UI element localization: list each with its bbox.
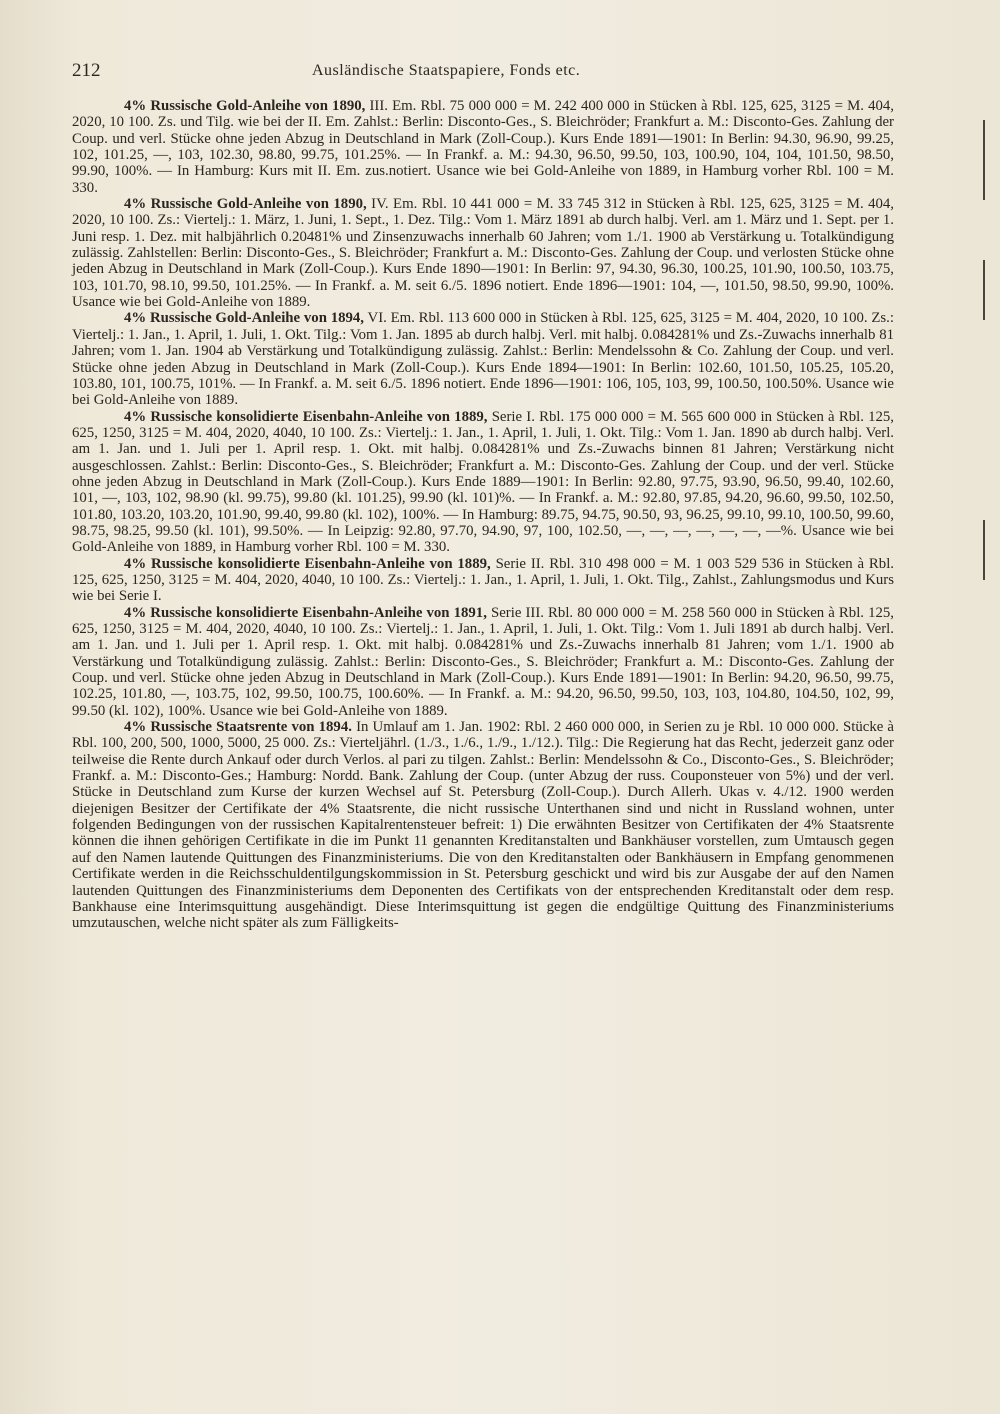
body-text — [72, 98, 894, 932]
page-header — [72, 60, 902, 86]
running-title: Ausländische Staatspapiere, Fonds etc. — [312, 62, 581, 79]
margin-line — [983, 260, 985, 320]
bond-entry — [72, 310, 894, 408]
entry-heading: 4% Russische konsolidierte Eisenbahn-Anleihe von 1889, — [124, 555, 491, 572]
margin-line — [983, 120, 985, 200]
entry-text: IV. Em. Rbl. 10 441 000 = M. 33 745 312 in Stücken à Rbl. 125, 625, 3125 = M. 404, 2020, 10 100. Zs.: Viertelj.: 1. März, 1. Juni, 1. Sept., 1. Dez. Tilg.: Vom 1. März 1891 ab durch halbj. Verl. am 1. März und 1. Sept. per 1. Juni resp. 1. Dez. mit halbjährlich 0.20481% und Zinsenzuwachs innerhalb 60 Jahren; vom 1./1. 1900 ab Verstärkung u. Totalkündigung zulässig. Zahlstellen: Berlin: Disconto-Ges., S. Bleichröder; Frankfurt a. M.: Disconto-Ges. Zahlung der Coup. und verlosten Stücke ohne jeden Abzug in Deutschland in Mark (Zoll-Coup.). Kurs Ende 1890—1901: In Berlin: 97, 94.30, 96.30, 100.25, 101.90, 100.50, 103.75, 103, 101.70, 98.10, 99.50, 101.25%. — In Frankf. a. M. seit 6./5. 1896 notiert. Ende 1896—1901: 104, —, 101.50, 98.50, 99.90, 100%. Usance wie bei Gold-Anleihe von 1889. — [72, 196, 894, 311]
bond-entry — [72, 196, 894, 310]
entry-text: Serie III. Rbl. 80 000 000 = M. 258 560 000 in Stücken à Rbl. 125, 625, 1250, 3125 = M. 404, 2020, 4040, 10 100. Zs.: Viertelj.: 1. Jan., 1. April, 1. Juli, 1. Okt. Tilg.: Vom 1. Juli 1891 ab durch halbj. Verl. am 1. Jan. und 1. Juli per 1. April resp. 1. Okt. mit halbj. 0.084281% und Zs.-Zuwachs innerhalb 81 Jahren; vom 1./1. 1900 ab Verstärkung und Totalkündigung zulässig. Zahlst.: Berlin: Disconto-Ges., S. Bleichröder; Frankfurt a. M.: Disconto-Ges. Zahlung der Coup. und verl. Stücke ohne jeden Abzug in Deutschland in Mark (Zoll-Coup.). Kurs Ende 1891—1901: In Berlin: 94.20, 96.50, 99.75, 102.25, 101.80, —, 103.75, 102, 99.50, 100.75, 100.60%. — In Frankf. a. M.: 94.20, 96.50, 99.50, 103, 103, 104.80, 104.50, 102, 99, 99.50 (kl. 102), 100%. Usance wie bei Gold-Anleihe von 1889. — [72, 604, 894, 719]
bond-entry — [72, 98, 894, 196]
entry-text: III. Em. Rbl. 75 000 000 = M. 242 400 000 in Stücken à Rbl. 125, 625, 3125 = M. 404, 2020, 10 100. Zs. und Tilg. wie bei der II. Em. Zahlst.: Berlin: Disconto-Ges., S. Bleichröder; Frankfurt a. M.: Disconto-Ges. Zahlung der Coup. und verl. Stücke ohne jeden Abzug in Deutschland in Mark (Zoll-Coup.). Kurs Ende 1891—1901: In Berlin: 94.30, 96.90, 99.25, 102, 101.25, —, 103, 102.30, 98.80, 99.75, 101.25%. — In Frankf. a. M.: 94.30, 96.50, 99.50, 103, 100.90, 104, 104, 101.50, 98.50, 99.90, 100%. — In Hamburg: Kurs mit II. Em. zus.notiert. Usance wie bei Gold-Anleihe von 1889, in Hamburg vorher Rbl. 100 = M. 330. — [72, 98, 895, 196]
entry-heading: 4% Russische Staatsrente von 1894. — [124, 719, 352, 736]
entry-heading: 4% Russische konsolidierte Eisenbahn-Anleihe von 1891, — [124, 604, 487, 621]
entry-text: VI. Em. Rbl. 113 600 000 in Stücken à Rbl. 125, 625, 3125 = M. 404, 2020, 10 100. Zs.: Viertelj.: 1. Jan., 1. April, 1. Juli, 1. Okt. Tilg.: Vom 1. Jan. 1895 ab durch halbj. Verl. mit halbj. 0.084281% und Zs.-Zuwachs innerhalb 81 Jahren; vom 1. Jan. 1904 ab Verstärkung und Totalkündigung zulässig. Zahlst.: Berlin: Mendelssohn & Co. Zahlung der Coup. und verl. Stücke ohne jeden Abzug in Deutschland in Mark (Zoll-Coup.). Kurs Ende 1894—1901: In Berlin: 102.60, 101.50, 105.25, 105.20, 103.80, 101, 100.75, 101%. — In Frankf. a. M. seit 6./5. 1896 notiert. Ende 1896—1901: 106, 105, 103, 99, 100.50, 100.50%. Usance wie bei Gold-Anleihe von 1889. — [72, 310, 894, 409]
bond-entry — [72, 409, 894, 556]
entry-heading: 4% Russische Gold-Anleihe von 1894, — [124, 310, 364, 327]
bond-entry — [72, 605, 894, 719]
bond-entry — [72, 556, 894, 605]
entry-text: Serie II. Rbl. 310 498 000 = M. 1 003 529 536 in Stücken à Rbl. 125, 625, 1250, 3125 = M. 404, 2020, 4040, 10 100. Zs.: Viertelj.: 1. Jan., 1. April, 1. Juli, 1. Okt. Tilg., Zahlst., Zahlungsmodus und Kurs wie bei Serie I. — [72, 555, 895, 605]
page-number: 212 — [72, 60, 101, 81]
bond-entry — [72, 719, 894, 931]
entry-heading: 4% Russische Gold-Anleihe von 1890, — [124, 196, 367, 213]
entry-text: In Umlauf am 1. Jan. 1902: Rbl. 2 460 000 000, in Serien zu je Rbl. 10 000 000. Stücke à Rbl. 100, 200, 500, 1000, 5000, 25 000. Zs.: Vierteljährl. (1./3., 1./6., 1./9., 1./12.). Tilg.: Die Regierung hat das Recht, jederzeit ganz oder teilweise die Rente durch Ankauf oder durch Verlos. al pari zu tilgen. Zahlst.: Berlin: Mendelssohn & Co., Disconto-Ges., S. Bleichröder; Frankf. a. M.: Disconto-Ges.; Hamburg: Nordd. Bank. Zahlung der Coup. (unter Abzug der russ. Couponsteuer von 5%) und der verl. Stücke in Deutschland zum Kurse der kurzen Wechsel auf St. Petersburg (Zoll-Coup.). Durch Allerh. Ukas v. 4./12. 1900 werden diejenigen Besitzer der Certifikate der 4% Staatsrente, die nicht russische Unterthanen sind und nicht in Russland wohnen, unter folgenden Bedingungen von der russischen Kapitalrentensteuer befreit: 1) Die erwähnten Besitzer von Certifikaten der 4% Staatsrente können die ihnen gehörigen Certifikate in die im Punkt 11 genannten Kreditanstalten und Bankhäuser vorstellen, zum Umtausch gegen auf den Namen lautende Quittungen des Finanzministeriums. Die von den Kreditanstalten oder Bankhäusern in Empfang genommenen Certifikate werden in die Reichsschuldentilgungskommission in St. Petersburg geschickt und wird bis zur Ausgabe der auf den Namen lautenden Quittungen des Finanzministeriums dem Deponenten des Certifikats von der entsprechenden Kreditanstalt oder dem resp. Bankhause eine Interimsquittung ausgehändigt. Diese Interimsquittung ist gegen die endgültige Quittung des Finanzministeriums umzutauschen, welche nicht später als zum Fälligkeits- — [72, 719, 894, 932]
margin-line — [983, 520, 985, 580]
entry-heading: 4% Russische Gold-Anleihe von 1890, — [124, 98, 366, 114]
entry-heading: 4% Russische konsolidierte Eisenbahn-Anleihe von 1889, — [124, 408, 488, 425]
entry-text: Serie I. Rbl. 175 000 000 = M. 565 600 000 in Stücken à Rbl. 125, 625, 1250, 3125 = M. 404, 2020, 4040, 10 100. Zs.: Viertelj.: 1. Jan., 1. April, 1. Juli, 1. Okt. Tilg.: Vom 1. Jan. 1890 ab durch halbj. Verl. am 1. Jan. und 1. Juli per 1. April resp. 1. Okt. mit halbj. 0.084281% und Zs.-Zuwachs binnen 81 Jahren; Verstärkung nicht ausgeschlossen. Zahlst.: Berlin: Disconto-Ges., S. Bleichröder; Frankfurt a. M.: Disconto-Ges. Zahlung der Coup. und der verl. Stücke ohne jeden Abzug in Deutschland in Mark (Zoll-Coup.). Kurs Ende 1889—1901: In Berlin: 92.80, 97.75, 93.90, 96.50, 99.40, 102.60, 101, —, 103, 102, 98.90 (kl. 99.75), 99.80 (kl. 101.25), 99.90 (kl. 101)%. — In Frankf. a. M.: 92.80, 97.85, 94.20, 96.60, 99.50, 102.50, 101.80, 103.20, 103.20, 101.90, 99.40, 99.80 (kl. 102), 100%. — In Hamburg: 89.75, 94.75, 90.50, 93, 96.25, 99.10, 99.10, 100.50, 99.60, 98.75, 98.25, 99.50 (kl. 101), 99.50%. — In Leipzig: 92.80, 97.70, 94.90, 97, 100, 102.50, —, —, —, —, —, —, —%. Usance wie bei Gold-Anleihe von 1889, in Hamburg vorher Rbl. 100 = M. 330. — [72, 408, 895, 556]
